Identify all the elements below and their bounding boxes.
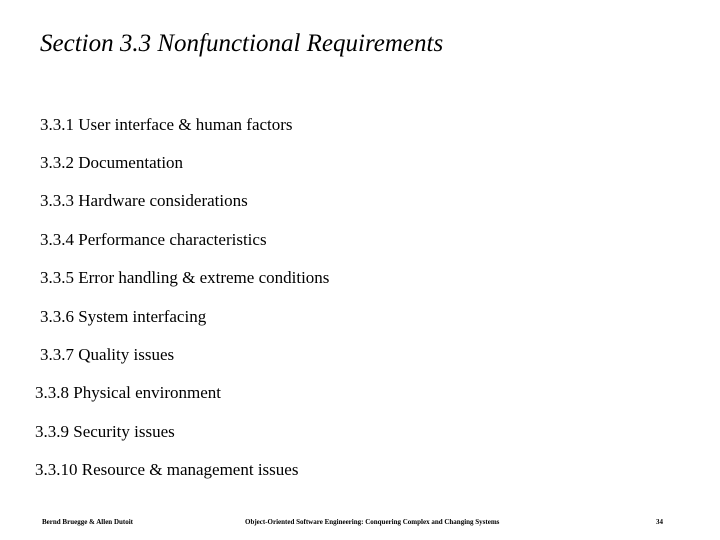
list-item-3-3-2: 3.3.2 Documentation	[40, 153, 184, 172]
list-item-3-3-1: 3.3.1 User interface & human factors	[40, 115, 293, 134]
footer-book-title: Object-Oriented Software Engineering: Conquering Complex and Changing Systems	[245, 518, 500, 526]
list-item-3-3-7: 3.3.7 Quality issues	[40, 345, 175, 364]
list-item-3-3-9: 3.3.9 Security issues	[35, 422, 175, 441]
list-item-3-3-10: 3.3.10 Resource & management issues	[35, 460, 299, 479]
list-item-3-3-4: 3.3.4 Performance characteristics	[40, 230, 267, 249]
list-item-3-3-5: 3.3.5 Error handling & extreme conditions	[40, 268, 330, 287]
slide-title: Section 3.3 Nonfunctional Requirements	[40, 30, 444, 57]
footer-authors: Bernd Bruegge & Allen Dutoit	[42, 518, 133, 526]
list-item-3-3-3: 3.3.3 Hardware considerations	[40, 191, 248, 210]
list-item-3-3-8: 3.3.8 Physical environment	[35, 383, 222, 402]
list-item-3-3-6: 3.3.6 System interfacing	[40, 307, 207, 326]
footer-page-number: 34	[656, 518, 663, 526]
